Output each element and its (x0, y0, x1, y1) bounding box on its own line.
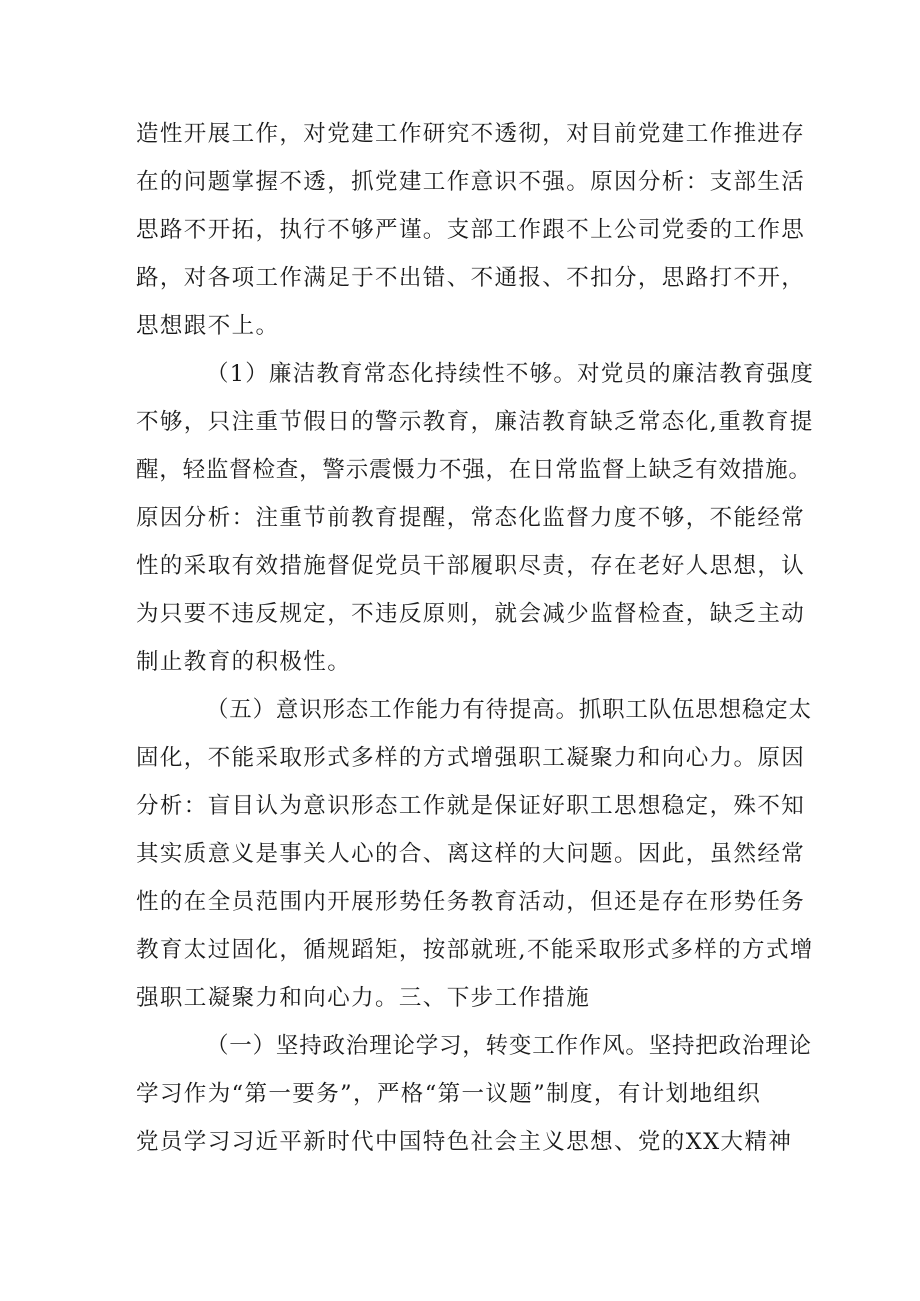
text-line: 教育太过固化，循规蹈矩，按部就班,不能采取形式多样的方式增 (136, 937, 814, 963)
text-line: 在的问题掌握不透，抓党建工作意识不强。原因分析：支部生活 (136, 169, 806, 195)
text-line: 学习作为“第一要务”，严格“第一议题”制度，有计划地组织 (136, 1081, 762, 1107)
text-line: 思想跟不上。 (136, 313, 280, 339)
text-line: 醒，轻监督检查，警示震慑力不强，在日常监督上缺乏有效措施。 (136, 457, 812, 483)
paragraph-heading-line: （五）意识形态工作能力有待提高。抓职工队伍思想稳定太 (206, 697, 812, 723)
text-line: 造性开展工作，对党建工作研究不透彻，对目前党建工作推进存 (136, 121, 806, 147)
text-line: 不够，只注重节假日的警示教育，廉洁教育缺乏常态化,重教育提 (136, 409, 814, 435)
text-line: 其实质意义是事关人心的合、离这样的大问题。因此，虽然经常 (136, 841, 806, 867)
text-line: 强职工凝聚力和向心力。三、下步工作措施 (136, 985, 591, 1011)
text-line: 思路不开拓，执行不够严谨。支部工作跟不上公司党委的工作思 (136, 217, 806, 243)
paragraph-heading-line: （一）坚持政治理论学习，转变工作作风。坚持把政治理论 (206, 1033, 812, 1059)
text-line: 分析：盲目认为意识形态工作就是保证好职工思想稳定，殊不知 (136, 793, 806, 819)
text-line: 性的采取有效措施督促党员干部履职尽责，存在老好人思想，认 (136, 553, 806, 579)
text-line: 固化，不能采取形式多样的方式增强职工凝聚力和向心力。原因 (136, 745, 806, 771)
text-line: 党员学习习近平新时代中国特色社会主义思想、党的XX大精神 (136, 1129, 793, 1155)
text-line: 原因分析：注重节前教育提醒，常态化监督力度不够，不能经常 (136, 505, 806, 531)
paragraph-heading-line: （1）廉洁教育常态化持续性不够。对党员的廉洁教育强度 (206, 361, 815, 387)
text-line: 性的在全员范围内开展形势任务教育活动，但还是存在形势任务 (136, 889, 806, 915)
text-line: 路，对各项工作满足于不出错、不通报、不扣分，思路打不开， (136, 265, 806, 291)
text-line: 为只要不违反规定，不违反原则，就会减少监督检查，缺乏主动 (136, 601, 806, 627)
text-line: 制止教育的积极性。 (136, 649, 352, 675)
